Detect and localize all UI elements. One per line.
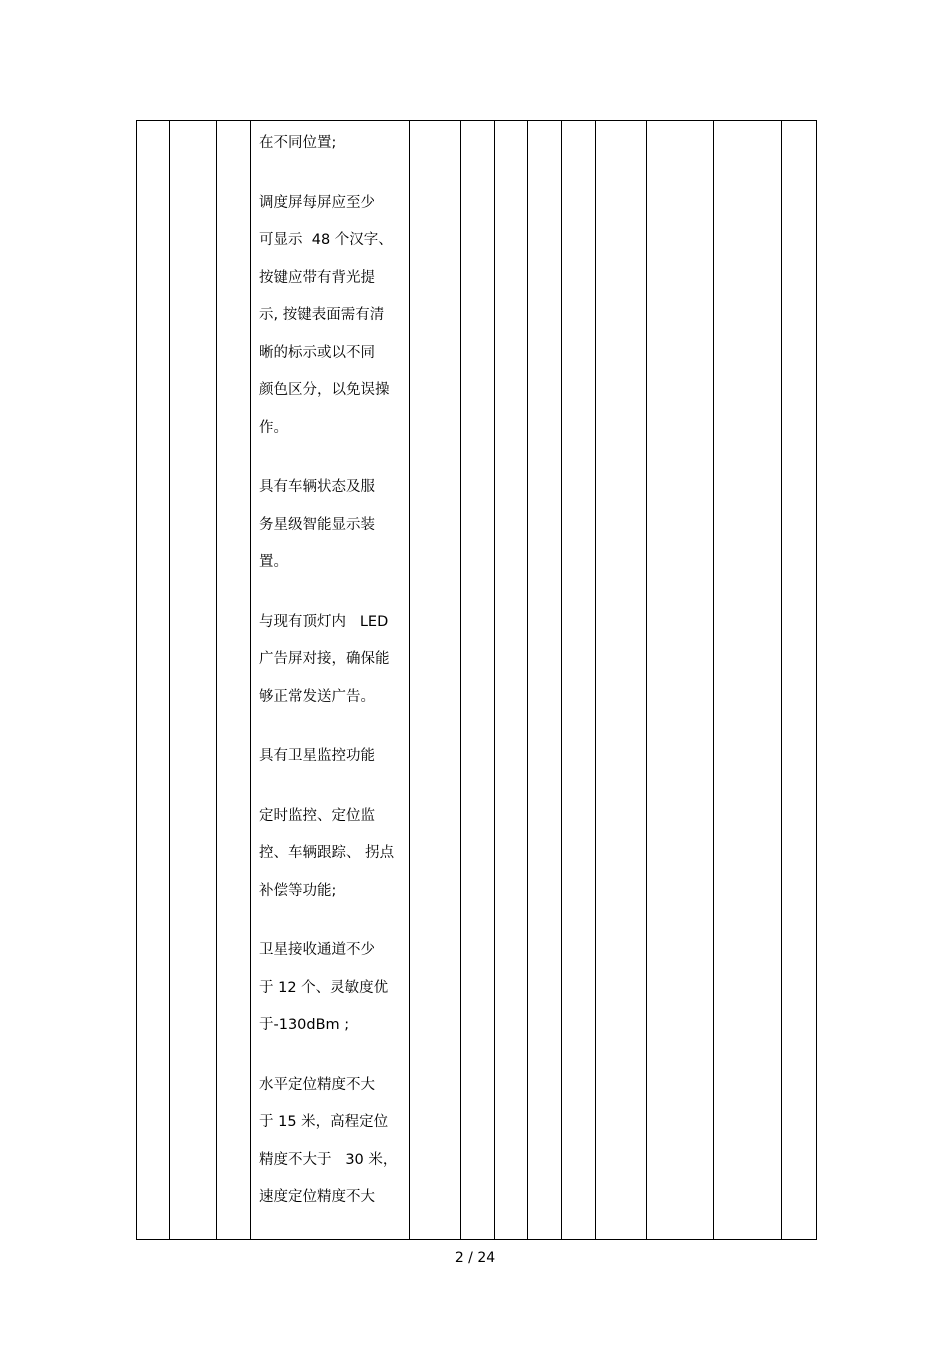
spec-text-cell xyxy=(251,121,410,1240)
spec-line: 具有车辆状态及服 xyxy=(259,479,375,495)
table-row xyxy=(137,121,817,1240)
spec-line: 控、车辆跟踪、 拐点 xyxy=(259,845,395,861)
spec-line: 水平定位精度不大 xyxy=(259,1076,375,1093)
spec-line: 卫星接收通道不少 xyxy=(259,942,375,958)
table-cell-empty xyxy=(461,121,495,1240)
spec-paragraph xyxy=(259,932,409,1045)
page-number: 2 / 24 xyxy=(454,1250,496,1266)
spec-paragraph xyxy=(259,1067,409,1217)
spec-line: 广告屏对接，确保能 xyxy=(259,651,390,667)
table-cell-empty xyxy=(596,121,647,1240)
table-cell-empty xyxy=(217,121,251,1240)
spec-line: 于 15 米，高程定位 xyxy=(259,1114,389,1130)
table-cell-empty xyxy=(170,121,217,1240)
table-cell-empty xyxy=(410,121,461,1240)
spec-line: 定时监控、定位监 xyxy=(259,807,375,824)
spec-paragraph xyxy=(259,798,409,911)
spec-line: 可显示 48 个汉字、 xyxy=(259,232,393,248)
spec-line: 示, 按键表面需有清 xyxy=(259,307,385,323)
spec-paragraph xyxy=(259,738,409,776)
spec-line: 精度不大于 30 米， xyxy=(259,1151,398,1168)
spec-paragraph xyxy=(259,469,409,582)
spec-line: 在不同位置; xyxy=(259,135,337,151)
spec-line: 务星级智能显示装 xyxy=(259,516,375,533)
spec-line: 够正常发送广告。 xyxy=(259,688,375,705)
table-cell-empty xyxy=(562,121,596,1240)
spec-paragraph xyxy=(259,185,409,448)
spec-line: 具有卫星监控功能 xyxy=(259,748,375,764)
spec-paragraph xyxy=(259,125,409,163)
spec-table xyxy=(136,120,817,1240)
spec-paragraph xyxy=(259,604,409,717)
spec-line: 颜色区分，以免误操 xyxy=(259,382,390,398)
spec-line: 作。 xyxy=(259,419,288,436)
spec-line: 速度定位精度不大 xyxy=(259,1189,375,1205)
spec-text-content xyxy=(251,121,409,1217)
spec-line: 补偿等功能; xyxy=(259,882,337,899)
table-cell-empty xyxy=(782,121,817,1240)
table-cell-empty xyxy=(495,121,528,1240)
table-cell-empty xyxy=(528,121,562,1240)
spec-line: 晰的标示或以不同 xyxy=(259,344,375,361)
table-cell-empty xyxy=(137,121,170,1240)
spec-line: 于 12 个、灵敏度优 xyxy=(259,979,389,996)
spec-line: 置。 xyxy=(259,554,288,570)
table-cell-empty xyxy=(647,121,714,1240)
spec-line: 调度屏每屏应至少 xyxy=(259,194,375,211)
spec-line: 于-130dBm ; xyxy=(259,1017,350,1033)
spec-line: 与现有顶灯内 LED xyxy=(259,613,389,630)
spec-line: 按键应带有背光提 xyxy=(259,269,375,286)
table-cell-empty xyxy=(714,121,782,1240)
